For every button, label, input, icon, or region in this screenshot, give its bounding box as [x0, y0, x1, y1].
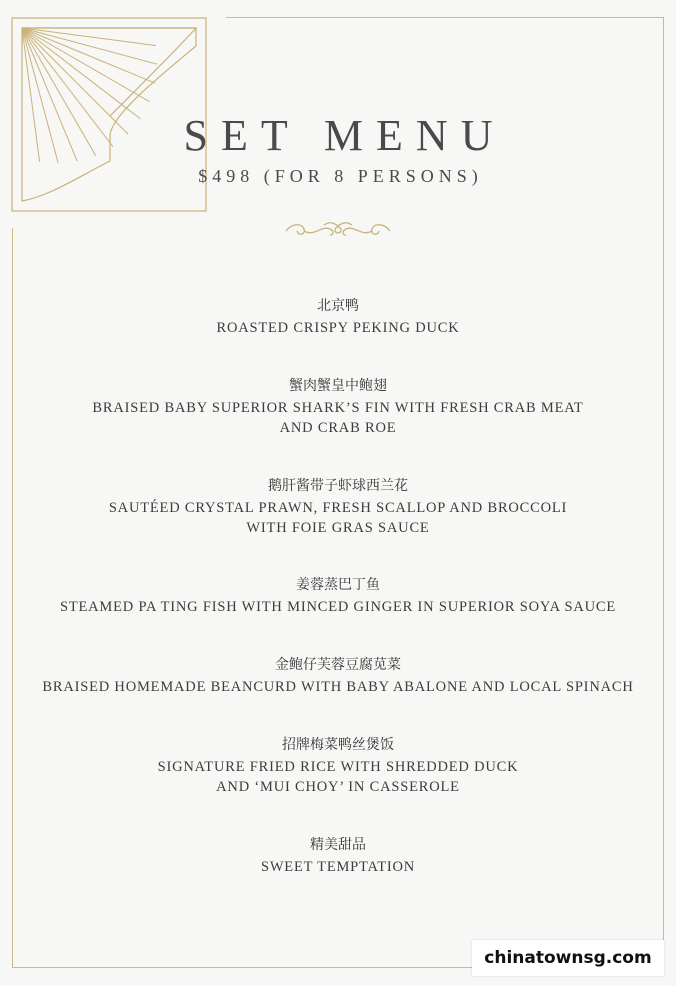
dish-chinese-name: 精美甜品: [310, 837, 366, 853]
watermark-text: chinatownsg.com: [484, 948, 652, 968]
dish-item: [0, 656, 676, 697]
menu-title: SET MENU: [183, 111, 506, 160]
dish-item: [0, 477, 676, 538]
dish-english-line: WITH FOIE GRAS SAUCE: [246, 520, 430, 536]
frame-top-line: [226, 17, 664, 18]
watermark-badge: [472, 940, 664, 976]
dish-item: [0, 836, 676, 877]
dish-english-line: SIGNATURE FRIED RICE WITH SHREDDED DUCK: [157, 759, 519, 775]
dish-item: [0, 377, 676, 438]
dish-chinese-name: 招牌梅菜鸭丝煲饭: [282, 737, 394, 753]
fan-ray: [22, 28, 157, 64]
fan-ray: [22, 28, 150, 102]
dish-item: [0, 576, 676, 617]
dish-english-line: SWEET TEMPTATION: [260, 859, 416, 875]
dish-item: [0, 736, 676, 797]
dish-english-line: SAUTÉED CRYSTAL PRAWN, FRESH SCALLOP AND BROCCOLI: [108, 500, 568, 516]
dish-chinese-name: 金鲍仔芙蓉豆腐苋菜: [275, 657, 401, 673]
dish-english-line: AND CRAB ROE: [279, 420, 397, 436]
dish-english-line: AND ‘MUI CHOY’ IN CASSEROLE: [216, 779, 460, 795]
dish-chinese-name: 北京鸭: [317, 298, 359, 314]
dish-english-line: ROASTED CRISPY PEKING DUCK: [216, 320, 460, 336]
dish-english-line: BRAISED HOMEMADE BEANCURD WITH BABY ABALONE AND LOCAL SPINACH: [42, 679, 634, 695]
dish-item: [0, 297, 676, 338]
dish-english-line: STEAMED PA TING FISH WITH MINCED GINGER IN SUPERIOR SOYA SAUCE: [59, 599, 617, 615]
scroll-ornament-icon: [284, 219, 392, 243]
dish-chinese-name: 姜蓉蒸巴丁鱼: [296, 577, 380, 593]
dish-english-line: BRAISED BABY SUPERIOR SHARK’S FIN WITH FRESH CRAB MEAT: [92, 400, 584, 416]
dish-chinese-name: 蟹肉蟹皇中鲍翅: [289, 378, 387, 394]
menu-subtitle: $498 (FOR 8 PERSONS): [198, 166, 483, 186]
dish-chinese-name: 鹅肝酱带子虾球西兰花: [268, 478, 408, 494]
